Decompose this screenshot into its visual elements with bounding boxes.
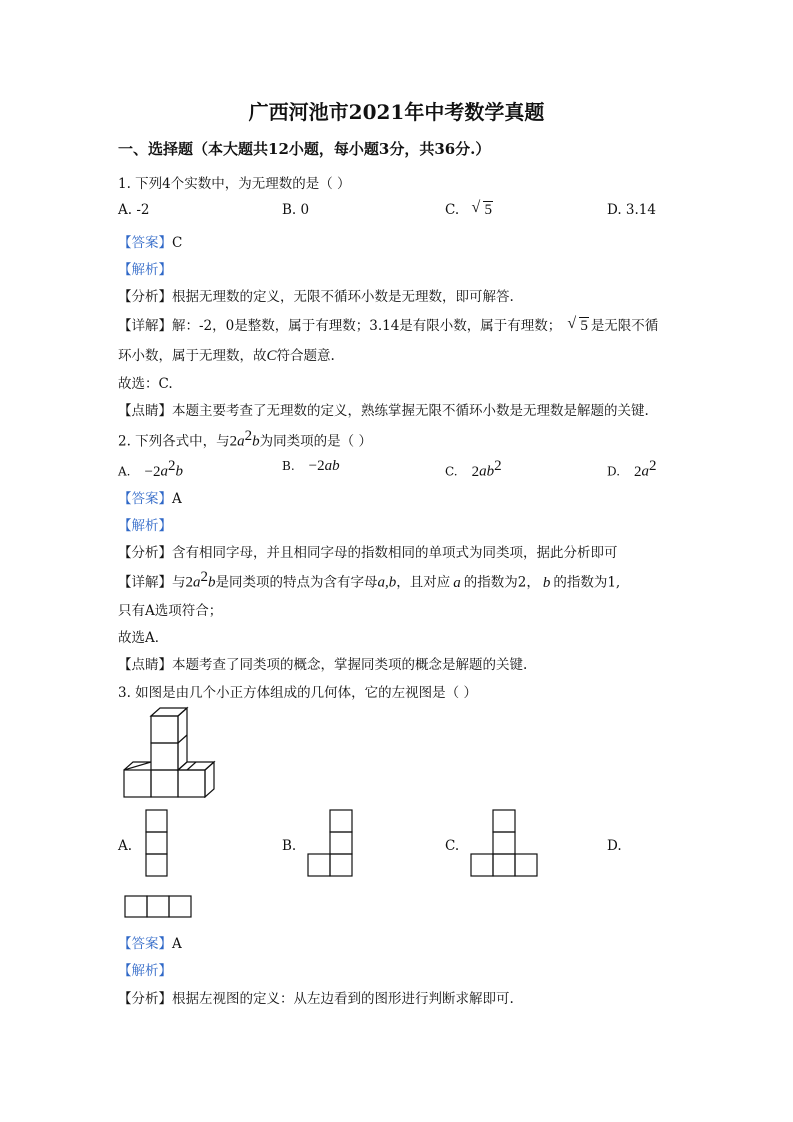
q3-option-a-label: A. [118,838,133,854]
q1-option-a: A. -2 [118,202,150,218]
dianjing-tag: 【点睛】 [118,657,172,673]
dianjing-tag: 【点睛】 [118,403,172,419]
q3-stem: 3. 如图是由几个小正方体组成的几何体，它的左视图是（ ） [118,685,477,701]
sqrt-expression: √ 5 [567,315,588,334]
q3-option-b-label: B. [282,838,297,854]
answer-value: C [172,235,183,251]
q3-analysis-tag: 【解析】 [118,963,172,979]
q2-option-b: B. −2ab [282,458,340,474]
answer-value: A [172,936,182,952]
q1-stem: 1. 下列4个实数中，为无理数的是（ ） [118,176,351,192]
q3-fenxi [118,987,514,1007]
q1-choose: 故选：C. [118,376,173,392]
q3-option-c-label: C. [445,838,460,854]
q2-stem: 2. 下列各式中，与$2a^2b$为同类项的是（ ） [118,428,372,450]
q2-analysis-tag: 【解析】 [118,518,172,534]
answer-tag: 【答案】 [118,235,172,251]
q1-option-c-label: C. [445,202,460,218]
dianjing-text: 本题考查了同类项的概念，掌握同类项的概念是解题的关键. [172,657,528,673]
q3-option-d-label: D. [607,838,622,854]
q1-answer [118,231,182,251]
q3-option-d-figure [124,895,194,919]
fenxi-tag: 【分析】 [118,991,172,1007]
xiangjie-tag: 【详解】 [118,318,172,334]
fenxi-text: 根据左视图的定义：从左边看到的图形进行判断求解即可. [172,991,514,1007]
q2-option-d: D. $2a^2$ [607,458,657,480]
cube-solid-figure [118,706,228,798]
q3-option-c-figure [470,809,540,879]
dianjing-text: 本题主要考查了无理数的定义，熟练掌握无限不循环小数是无理数是解题的关键. [172,403,649,419]
q2-option-a: A. $-2a^2b$ [118,458,183,480]
fenxi-tag: 【分析】 [118,545,172,561]
q2-choose: 故选A． [118,630,169,646]
section-heading: 一、选择题（本大题共12小题，每小题3分，共36分.） [118,140,491,158]
sqrt-expression: √ 5 [471,199,492,218]
fenxi-text: 含有相同字母，并且相同字母的指数相同的单项式为同类项，据此分析即可 [172,545,618,561]
fenxi-tag: 【分析】 [118,289,172,305]
q1-option-d: D. 3.14 [607,202,656,218]
q1-option-c [445,199,493,219]
fenxi-text: 根据无理数的定义，无限不循环小数是无理数，即可解答. [172,289,514,305]
q2-answer [118,487,182,507]
q1-analysis-tag: 【解析】 [118,262,172,278]
q1-option-b: B. 0 [282,202,310,218]
answer-tag: 【答案】 [118,491,172,507]
page-title: 广西河池市2021年中考数学真题 [248,100,545,124]
q3-answer [118,932,182,952]
q3-option-a-figure [145,809,169,879]
q2-xiangjie: 【详解】与$2a^2b$是同类项的特点为含有字母a,b，且对应 a 的指数为2， b 的指数为1, [118,569,621,591]
q1-fenxi [118,285,514,305]
q2-option-c: C. $2ab^2$ [445,458,502,480]
q2-fenxi [118,541,618,561]
xiangjie-tag: 【详解】 [118,574,172,591]
q3-option-b-figure [307,809,355,879]
q2-dianjing [118,653,527,673]
q1-xiangjie-cont: 环小数，属于无理数，故C符合题意. [118,348,335,364]
answer-value: A [172,491,182,507]
q1-dianjing [118,399,649,419]
answer-tag: 【答案】 [118,936,172,952]
q1-xiangjie: 【详解】解：-2，0是整数，属于有理数；3.14是有限小数，属于有理数； √ 5 是无限不循 [118,315,659,334]
q2-xiangjie-cont: 只有A选项符合； [118,603,223,619]
